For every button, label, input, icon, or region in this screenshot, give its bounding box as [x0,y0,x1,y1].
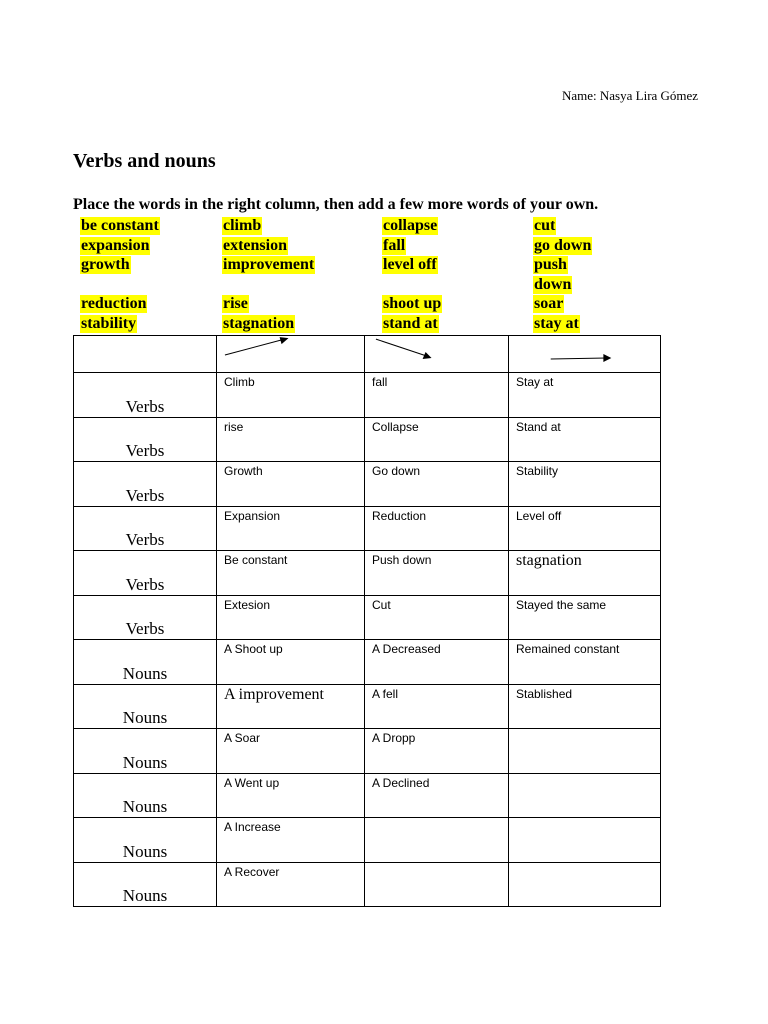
word-bank-row [80,237,640,257]
cell-text: Go down [372,464,421,478]
row-label-cell [74,417,217,462]
table-row [74,773,661,818]
row-label: Nouns [122,708,168,727]
table-cell [217,684,365,729]
table-cell [365,373,509,418]
table-cell [217,462,365,507]
down-arrow-icon [365,336,508,372]
table-row [74,462,661,507]
table-cell [509,818,661,863]
word-bank-word: stability [81,314,137,332]
cell-text: fall [372,375,388,389]
row-label: Nouns [122,752,168,772]
table-cell [509,506,661,551]
table-row [74,684,661,729]
row-label-cell [74,551,217,596]
table-cell [509,862,661,907]
word-bank-word: improvement [223,256,315,274]
cell-text: A Declined [372,775,430,790]
row-label-cell [74,373,217,418]
cell-text [509,863,660,865]
word-bank-word: extension [223,236,287,254]
word-bank-word: reduction [81,295,147,313]
cell-text: A Soar [224,731,261,745]
table-cell [365,462,509,507]
row-label-cell [74,640,217,685]
cell-text: A improvement [224,685,324,703]
table-cell [509,551,661,596]
cell-text: Remained constant [516,642,620,656]
header-cell-falling [365,336,509,373]
up-arrow-icon [217,336,364,372]
word-bank-word: expansion [81,236,150,254]
table-cell [217,506,365,551]
flat-arrow-icon [509,336,660,372]
cell-text: Extesion [224,597,271,612]
table-cell [365,684,509,729]
word-bank-word: fall [383,236,406,254]
cell-text: Cut [372,597,391,612]
word-bank-word: stay at [534,314,579,332]
row-label-cell [74,462,217,507]
table-row [74,417,661,462]
cell-text: A Increase [224,820,281,834]
table-cell [217,729,365,774]
word-bank-word: stagnation [223,314,295,332]
cell-text: rise [224,419,244,434]
table-cell [217,551,365,596]
word-bank-word: cut [534,217,556,234]
cell-text: Collapse [372,419,419,434]
table-row [74,551,661,596]
cell-text: Stablished [516,686,573,701]
table-cell [365,417,509,462]
word-bank-row [80,217,640,237]
row-label-cell [74,773,217,818]
header-cell-empty [74,336,217,373]
table-cell [365,773,509,818]
cell-text [509,818,660,820]
cell-text: A fell [372,686,399,701]
cell-text [365,863,508,865]
cell-text: Climb [224,375,255,389]
word-bank-row [80,315,640,335]
instructions: Place the words in the right column, then add a few more words of your own. [73,196,599,213]
table-cell [217,818,365,863]
table-cell [217,773,365,818]
table-cell [365,640,509,685]
student-name: Name: Nasya Lira Gómez [562,88,699,103]
table-cell [509,684,661,729]
row-label: Verbs [125,574,165,594]
row-label: Nouns [122,663,168,683]
row-label-cell [74,729,217,774]
word-bank-word: soar [534,295,564,313]
row-label: Verbs [125,441,165,460]
header-cell-rising [217,336,365,373]
table-header-row [74,336,661,373]
table-cell [365,862,509,907]
word-bank-row [80,295,640,315]
table-cell [365,729,509,774]
table-cell [509,417,661,462]
table-row [74,640,661,685]
table-row [74,373,661,418]
cell-text: Reduction [372,508,427,523]
cell-text: stagnation [516,552,582,569]
table-cell [365,595,509,640]
table-cell [509,462,661,507]
table-row [74,729,661,774]
header-cell-flat [509,336,661,373]
cell-text: Stayed the same [516,597,607,612]
cell-text: A Went up [224,775,280,790]
row-label-cell [74,506,217,551]
table-row [74,818,661,863]
table-row [74,595,661,640]
table-cell [365,506,509,551]
table-row [74,506,661,551]
row-label: Verbs [125,530,165,549]
word-bank-word: be constant [81,217,159,234]
row-label: Nouns [122,797,168,816]
cell-text: A Shoot up [224,642,283,656]
table-cell [509,729,661,774]
table-cell [217,640,365,685]
cell-text [509,729,660,731]
row-label-cell [74,862,217,907]
word-bank-row [80,256,640,276]
word-bank-word: collapse [383,217,438,234]
word-bank-word: growth [81,256,130,274]
table-cell [365,551,509,596]
row-label-cell [74,818,217,863]
word-bank-row [80,276,640,296]
word-bank-word: push [534,256,567,274]
table-cell [365,818,509,863]
cell-text [365,818,508,820]
word-bank-word: climb [223,217,262,234]
word-bank-word: level off [383,256,437,274]
word-bank-word: shoot up [383,295,442,313]
cell-text: A Decreased [372,642,441,656]
cell-text: A Dropp [372,731,416,745]
table-cell [509,640,661,685]
cell-text: Expansion [224,508,281,523]
table-cell [217,595,365,640]
table-cell [217,862,365,907]
cell-text: Push down [372,553,432,567]
row-label: Nouns [122,886,168,905]
cell-text: Growth [224,464,263,478]
table-cell [509,595,661,640]
word-bank-word: go down [534,236,592,254]
row-label-cell [74,684,217,729]
table-cell [217,373,365,418]
table-cell [509,373,661,418]
table-row [74,862,661,907]
row-label: Nouns [122,841,168,861]
word-bank-word: down [534,275,572,293]
row-label: Verbs [125,619,165,638]
table-cell [509,773,661,818]
cell-text: Stay at [516,375,554,389]
cell-text [509,774,660,776]
cell-text: Be constant [224,553,288,567]
row-label: Verbs [125,485,165,505]
page-title: Verbs and nouns [73,150,216,172]
word-bank-word: rise [223,295,248,313]
verbs-nouns-table [73,335,661,907]
word-bank-word: stand at [383,314,438,332]
cell-text: A Recover [224,864,280,879]
cell-text: Stability [516,464,559,478]
row-label-cell [74,595,217,640]
cell-text: Stand at [516,419,561,434]
cell-text: Level off [516,508,562,523]
word-bank [80,217,640,335]
row-label: Verbs [125,396,165,416]
table-cell [217,417,365,462]
